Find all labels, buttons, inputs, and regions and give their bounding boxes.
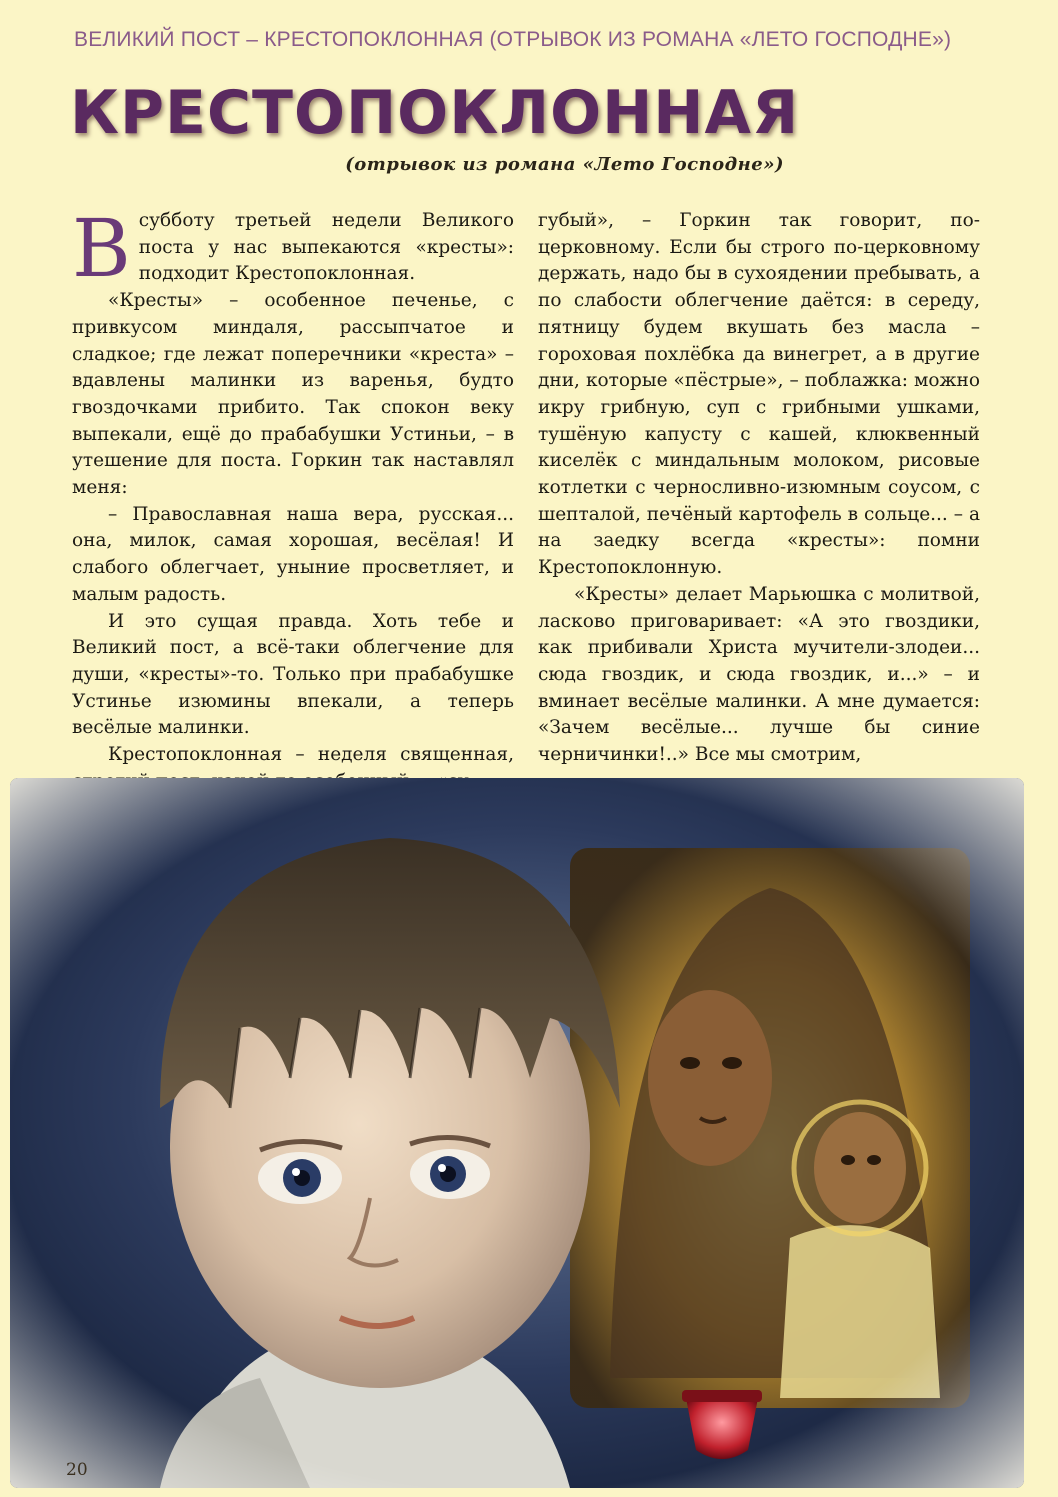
- drop-cap: В: [72, 202, 131, 295]
- text-column-right: [538, 208, 980, 769]
- page-number: 20: [66, 1460, 88, 1480]
- illustration-boy-with-icon: [10, 778, 1024, 1488]
- text-column-left: [72, 202, 514, 795]
- paragraph: Всубботу третьей недели Великого поста у нас выпекаются «кресты»: подходит Крестопоклонная.: [72, 202, 514, 295]
- paragraph: И это сущая правда. Хоть тебе и Великий пост, а всё-таки облегчение для души, «кресты»-то. Только при прабабушке Устинье изюмины впекали, а теперь весёлые малинки.: [72, 610, 514, 739]
- article-subtitle: (отрывок из романа «Лето Господне»): [345, 154, 784, 175]
- paragraph: Крестопоклонная – неделя священная,: [108, 744, 514, 766]
- running-header: ВЕЛИКИЙ ПОСТ – КРЕСТОПОКЛОННАЯ (ОТРЫВОК ИЗ РОМАНА «ЛЕТО ГОСПОДНЕ»): [74, 28, 952, 51]
- paragraph: губый», – Горкин так говорит, по-церковному. Если бы строго по-церковному держать, надо бы в сухоядении пребывать, а по слабости облегчение даётся: в середу, пятницу будем вкушать без масла – гороховая похлёбка да винегрет, а в другие дни, которые «пёстрые», – поблажка: можно икру грибную, суп с грибными ушками, тушёную капусту с кашей, клюквенный киселёк с миндальным молоком, рисовые котлетки с черносливно-изюмным соусом, с шепталой, печёный картофель в сольце... – а на заедку всегда «кресты»: помни Крестопоклонную.: [538, 210, 980, 579]
- article-title: КРЕСТОПОКЛОННАЯ: [70, 78, 800, 148]
- paragraph: «Кресты» – особенное печенье, с привкусом миндаля, рассыпчатое и сладкое; где лежат поперечники «креста» – вдавлены малинки из варенья, будто гвоздочками прибито. Так спокон веку выпекали, ещё до прабабушки Устиньи, – в утешение для поста. Горкин так наставлял меня:: [72, 290, 514, 499]
- paragraph: – Православная наша вера, русская... она, милок, самая хорошая, весёлая! И слабого облегчает, уныние просветляет, и малым радость.: [72, 503, 514, 605]
- paragraph: «Кресты» делает Марьюшка с молитвой, ласково приговаривает: «А это гвоздики, как прибивали Христа мучители-злодеи... сюда гвоздик, и сюда гвоздик, и...» – и вминает весёлые малинки. А мне думается: «Зачем весёлые... лучше бы синие черничинки!..» Все мы смотрим,: [538, 583, 980, 766]
